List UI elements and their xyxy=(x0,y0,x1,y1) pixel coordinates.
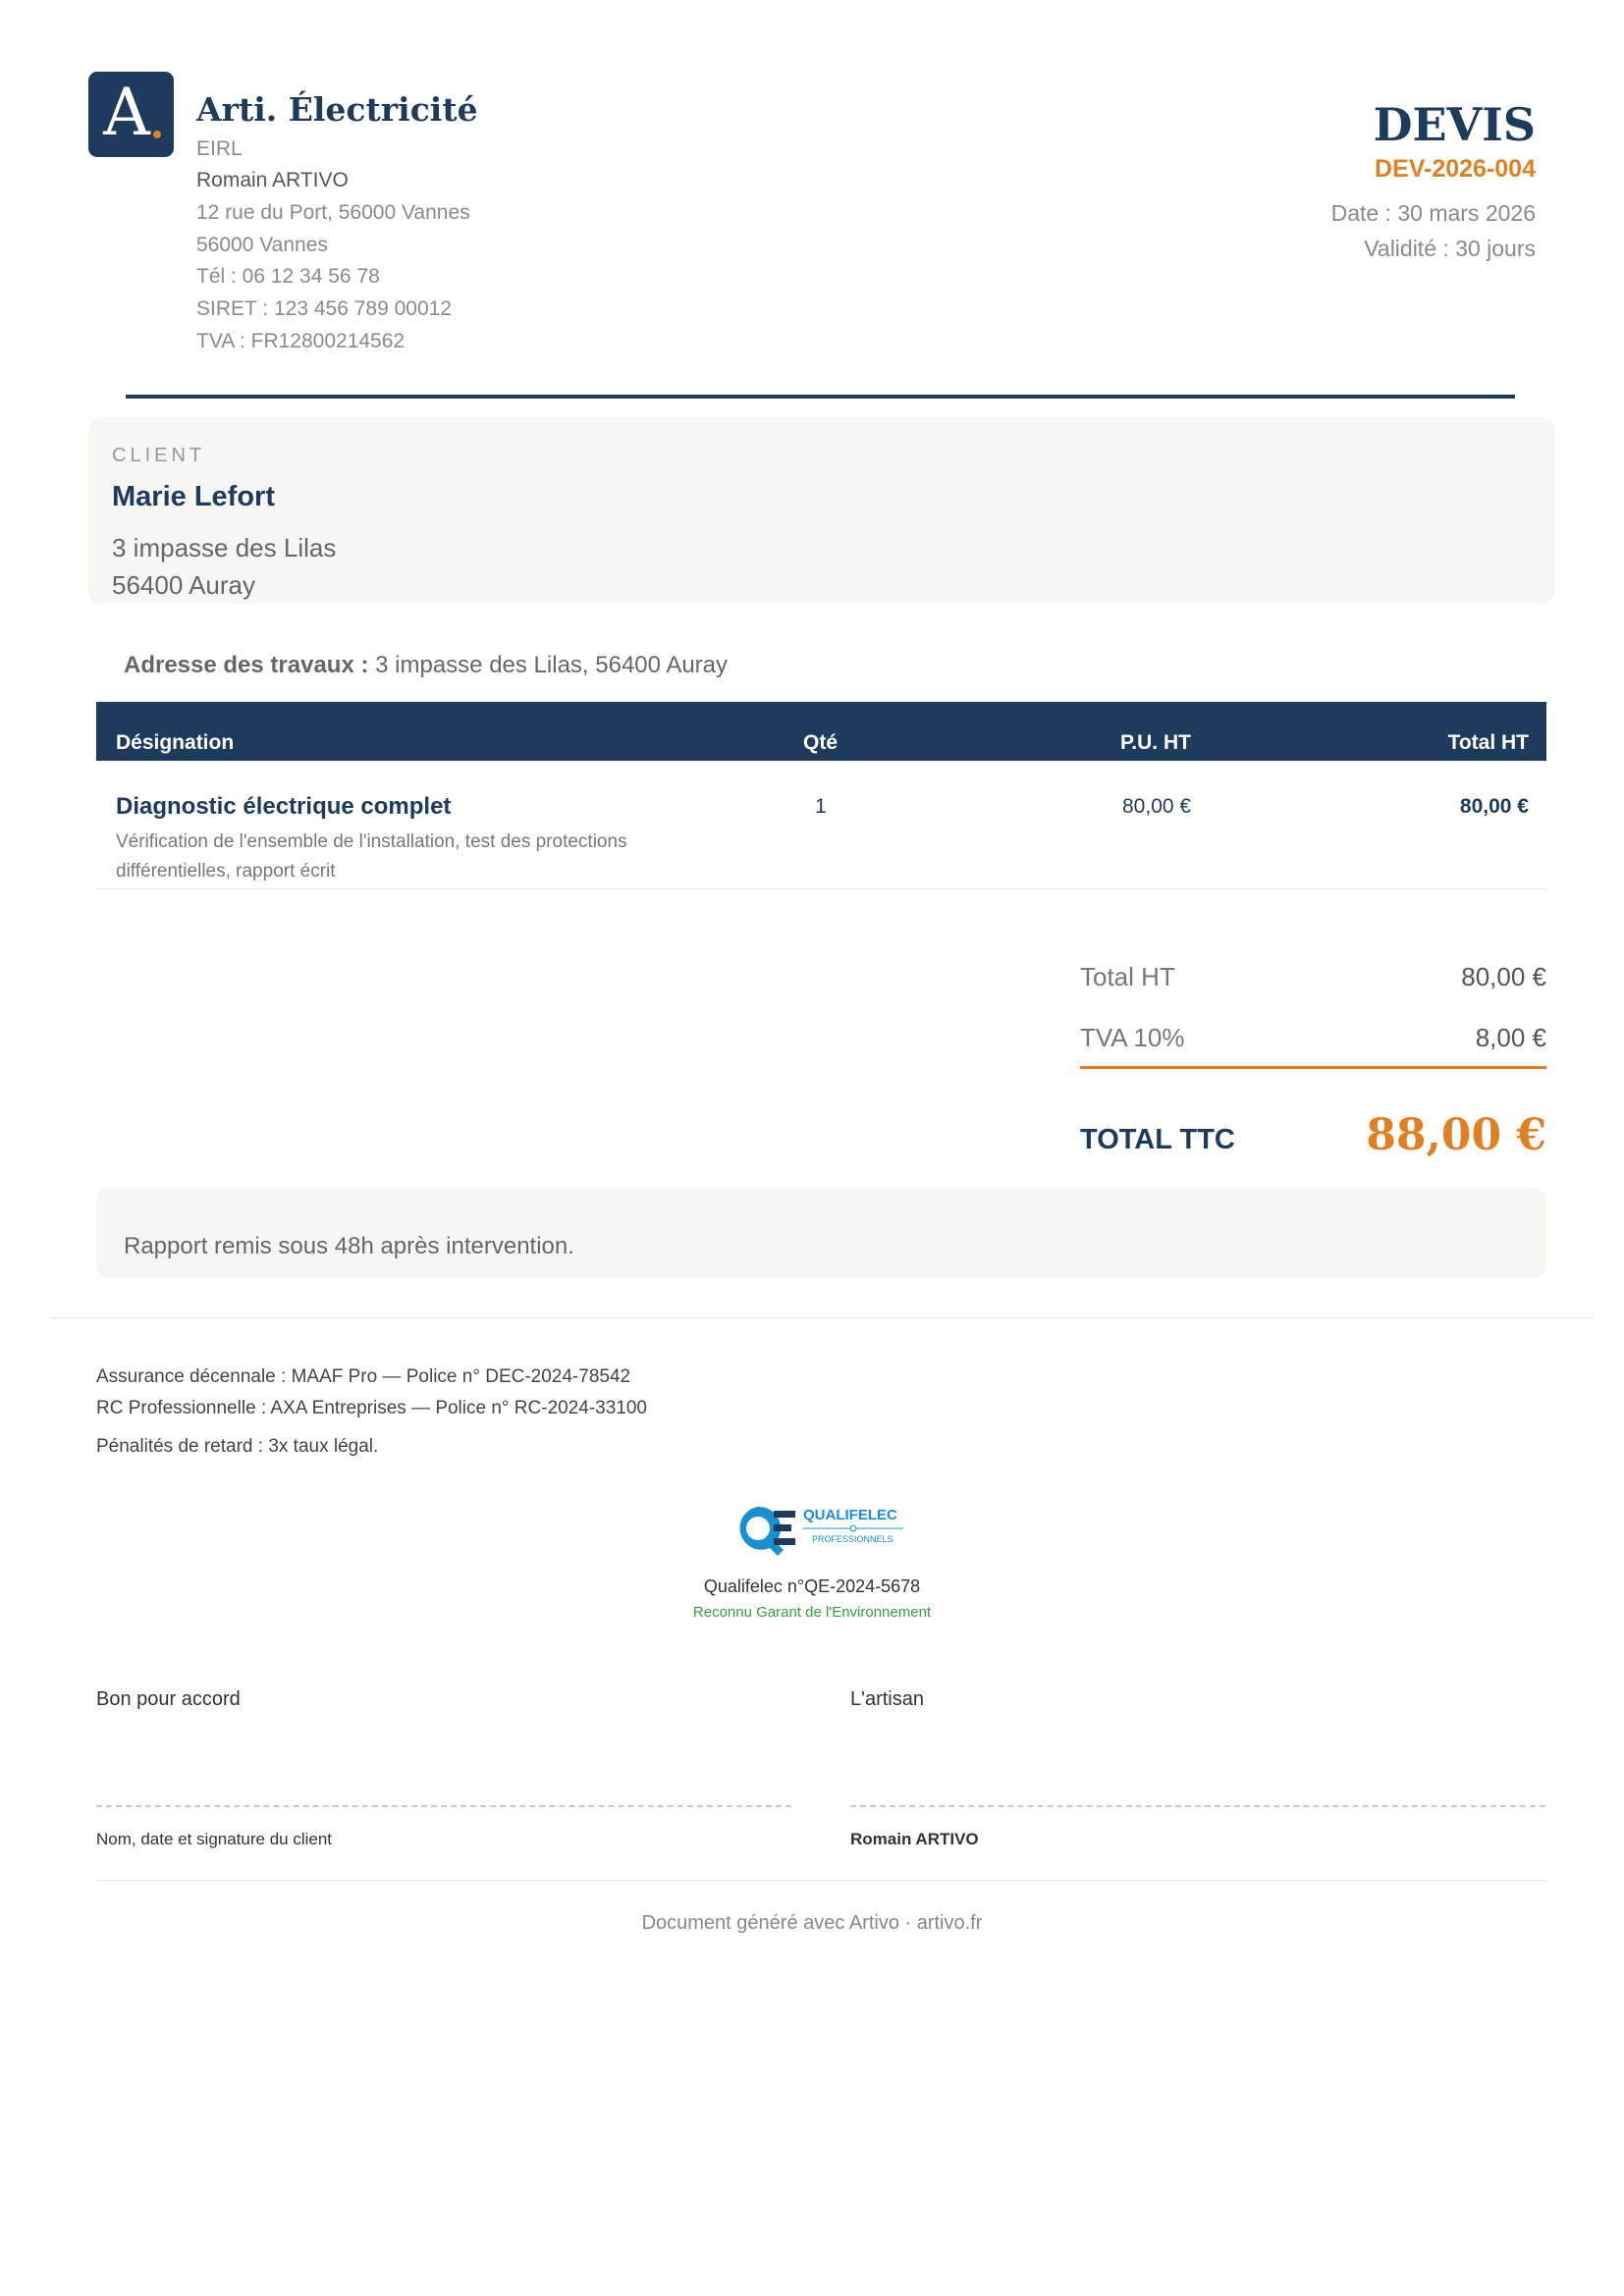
col-total: Total HT xyxy=(1447,731,1529,754)
client-name: Marie Lefort xyxy=(112,481,275,512)
client-signature-caption: Nom, date et signature du client xyxy=(96,1830,333,1848)
document-validity: Validité : 30 jours xyxy=(1364,236,1536,261)
client-signature-label: Bon pour accord xyxy=(96,1688,241,1710)
row-title: Diagnostic électrique complet xyxy=(116,793,452,820)
totals-divider xyxy=(1080,1066,1546,1069)
logo-dot xyxy=(153,131,161,138)
company-owner: Romain ARTIVO xyxy=(196,169,349,191)
tva-label: TVA 10% xyxy=(1080,1023,1185,1052)
qualifelec-logo xyxy=(734,1499,911,1558)
company-phone: Tél : 06 12 34 56 78 xyxy=(196,265,380,288)
company-address-1: 12 rue du Port, 56000 Vannes xyxy=(196,201,470,224)
notes-text: Rapport remis sous 48h après intervention. xyxy=(124,1233,574,1259)
qualifelec-logo-title: QUALIFELEC xyxy=(803,1507,897,1523)
insurance-line: Assurance décennale : MAAF Pro — Police n° DEC-2024-78542 xyxy=(96,1366,631,1387)
artisan-name: Romain ARTIVO xyxy=(850,1830,979,1848)
works-address-label: Adresse des travaux : xyxy=(124,652,369,678)
works-address xyxy=(124,652,728,679)
col-unit-price: P.U. HT xyxy=(1120,731,1191,754)
total-ht-value: 80,00 € xyxy=(1461,962,1546,991)
artisan-signature-line xyxy=(850,1805,1545,1807)
footer-text: Document généré avec Artivo · artivo.fr xyxy=(641,1912,983,1934)
client-label: CLIENT xyxy=(112,445,206,466)
artisan-signature-label: L'artisan xyxy=(850,1688,924,1710)
penalties-line: Pénalités de retard : 3x taux légal. xyxy=(96,1436,379,1457)
row-unit-price: 80,00 € xyxy=(1122,795,1192,818)
company-tva: TVA : FR12800214562 xyxy=(196,330,406,352)
row-divider xyxy=(96,888,1546,889)
company-address-2: 56000 Vannes xyxy=(196,234,328,256)
document-date: Date : 30 mars 2026 xyxy=(1330,200,1536,226)
qualifelec-tagline: Reconnu Garant de l'Environnement xyxy=(692,1604,932,1621)
logo-letter: A xyxy=(103,75,150,150)
col-designation: Désignation xyxy=(116,731,235,754)
company-name: Arti. Électricité xyxy=(196,90,478,129)
row-description: Vérification de l'ensemble de l'installation, test des protections différentielles, rapport écrit xyxy=(116,831,627,881)
company-logo xyxy=(88,72,174,157)
company-legal-form: EIRL xyxy=(196,137,243,160)
total-ttc-value: 88,00 € xyxy=(1366,1110,1546,1160)
tva-value: 8,00 € xyxy=(1475,1023,1546,1052)
col-qty: Qté xyxy=(803,731,839,754)
client-address-1: 3 impasse des Lilas xyxy=(112,533,337,562)
footer-divider xyxy=(96,1880,1546,1881)
document-title: DEVIS xyxy=(1373,98,1536,151)
document-number: DEV-2026-004 xyxy=(1374,155,1536,183)
client-address-2: 56400 Auray xyxy=(112,570,256,600)
qualifelec-number: Qualifelec n°QE-2024-5678 xyxy=(703,1576,921,1596)
row-total: 80,00 € xyxy=(1459,795,1529,818)
works-address-value: 3 impasse des Lilas, 56400 Auray xyxy=(368,652,729,678)
company-siret: SIRET : 123 456 789 00012 xyxy=(196,297,452,320)
client-signature-line xyxy=(96,1805,791,1807)
section-divider xyxy=(51,1317,1595,1318)
row-qty: 1 xyxy=(815,795,827,818)
rc-line: RC Professionnelle : AXA Entreprises — Police n° RC-2024-33100 xyxy=(96,1398,647,1418)
total-ttc-label: TOTAL TTC xyxy=(1080,1124,1235,1155)
qualifelec-logo-subtitle: PROFESSIONNELS xyxy=(812,1534,893,1544)
header-divider xyxy=(126,395,1515,399)
client-card xyxy=(88,417,1555,604)
total-ht-label: Total HT xyxy=(1080,962,1175,991)
